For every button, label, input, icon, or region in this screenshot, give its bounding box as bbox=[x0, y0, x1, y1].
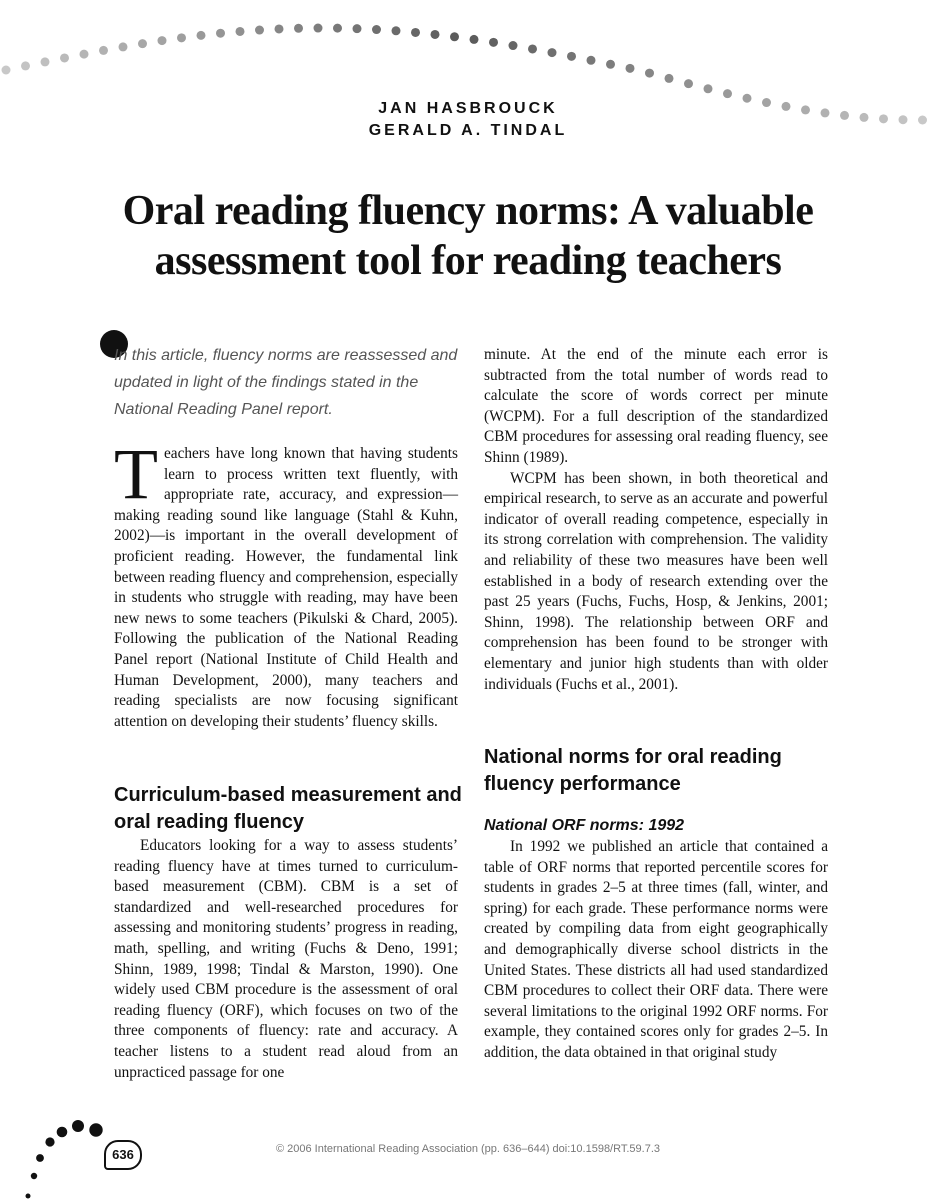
decorative-dot bbox=[645, 69, 654, 78]
intro-paragraph: eachers have long known that having students learn to process written text fluently, with appropriate rate, accuracy, and expression—making reading sound like language (Stahl & Kuhn, 2002)—is important in the overall development of proficient reading. However, the fundamental link between reading fluency and comprehension, especially in students who struggle with reading, may have been new news to some teachers (Pikulski & Chard, 2005). Following the publication of the National Reading Panel report (National Institute of Child Health and Human Development, 2000), many teachers and reading specialists are now focusing significant attention on developing their students’ fluency skills. bbox=[114, 445, 458, 730]
decorative-dot bbox=[528, 44, 537, 53]
decorative-dot bbox=[89, 1123, 102, 1136]
decorative-dot bbox=[2, 66, 11, 75]
right-column-top bbox=[484, 345, 828, 695]
decorative-dot bbox=[255, 26, 264, 35]
decorative-dot bbox=[470, 35, 479, 44]
decorative-dot bbox=[489, 38, 498, 47]
decorative-dot bbox=[294, 24, 303, 33]
right-paragraph-2: WCPM has been shown, in both theoretical and empirical research, to serve as an accurate and powerful indicator of overall reading competence, especially in its strong correlation with comprehension. The validity and reliability of these two measures have been well established in a body of research extending over the past 25 years (Fuchs, Fuchs, Hosp, & Jenkins, 2001; Shinn, 1998). The relationship between ORF and comprehension has been found to be stronger with elementary and junior high students than with older individuals (Fuchs et al., 2001). bbox=[484, 469, 828, 693]
article-title bbox=[60, 186, 876, 286]
section-heading-cbm: Curriculum-based measurement and oral reading fluency bbox=[114, 784, 462, 833]
decorative-dot bbox=[158, 36, 167, 45]
author-1: JAN HASBROUCK bbox=[378, 100, 558, 117]
decorative-dot bbox=[21, 61, 30, 70]
decorative-dot bbox=[548, 48, 557, 57]
title-line-2: assessment tool for reading teachers bbox=[154, 238, 782, 284]
author-2: GERALD A. TINDAL bbox=[368, 122, 568, 139]
decorative-dot bbox=[216, 29, 225, 38]
decorative-dot bbox=[197, 31, 206, 40]
decorative-dot bbox=[411, 28, 420, 37]
decorative-dot bbox=[60, 53, 69, 62]
page-number: 636 bbox=[104, 1140, 142, 1170]
section-heading-national-norms: National norms for oral reading fluency performance bbox=[484, 746, 782, 795]
subheading-1992-norms: National ORF norms: 1992 bbox=[484, 817, 685, 834]
cbm-paragraph: Educators looking for a way to assess students’ reading fluency have at times turned to curriculum-based measurement (CBM). CBM is a set of standardized and well-researched procedures for assessing and monitoring students’ progress in reading, math, spelling, and writing (Fuchs & Deno, 1991; Shinn, 1989, 1998; Tindal & Marston, 1990). One widely used CBM procedure is the assessment of oral reading fluency (ORF), which focuses on two of the three components of fluency: rate and accuracy. A teacher listens to a student read aloud from an unpracticed passage for one bbox=[114, 837, 458, 1081]
decorative-dot bbox=[626, 64, 635, 73]
decorative-dot bbox=[119, 42, 128, 51]
footer-citation: © 2006 International Reading Association (pp. 636–644) doi:10.1598/RT.59.7.3 bbox=[275, 1143, 660, 1155]
left-column-cbm bbox=[114, 836, 458, 1083]
right-paragraph-1: minute. At the end of the minute each error is subtracted from the total number of words read to calculate the score of words correct per minute (WCPM). For a full description of the standardized CBM procedures for assessing oral reading fluency, see Shinn (1989). bbox=[484, 346, 828, 466]
decorative-dot bbox=[684, 79, 693, 88]
decorative-dot bbox=[26, 1194, 31, 1199]
decorative-dot bbox=[177, 33, 186, 42]
decorative-dot bbox=[606, 60, 615, 69]
decorative-dot bbox=[509, 41, 518, 50]
decorative-dot bbox=[665, 74, 674, 83]
decorative-dot bbox=[587, 56, 596, 65]
abstract: In this article, fluency norms are reassessed and updated in light of the findings stated in the National Reading Panel report. bbox=[114, 347, 458, 418]
decorative-dot bbox=[36, 1154, 44, 1162]
title-line-1: Oral reading fluency norms: A valuable bbox=[122, 188, 814, 234]
decorative-dot bbox=[314, 24, 323, 33]
left-column-intro bbox=[114, 434, 458, 732]
decorative-dot bbox=[80, 50, 89, 59]
decorative-dot bbox=[72, 1120, 84, 1132]
decorative-dot bbox=[704, 84, 713, 93]
drop-cap: T bbox=[114, 434, 158, 514]
decorative-dot bbox=[41, 57, 50, 66]
decorative-dot bbox=[138, 39, 147, 48]
decorative-dot bbox=[431, 30, 440, 39]
decorative-dot bbox=[31, 1173, 37, 1179]
decorative-dot bbox=[392, 26, 401, 35]
decorative-dot bbox=[275, 24, 284, 33]
decorative-dot bbox=[236, 27, 245, 36]
decorative-dot bbox=[57, 1127, 68, 1138]
right-column-bottom bbox=[484, 837, 828, 1064]
decorative-dot bbox=[333, 24, 342, 33]
right-paragraph-3: In 1992 we published an article that contained a table of ORF norms that reported percentile scores for students in grades 2–5 at three times (fall, winter, and spring) for each grade. These performance norms were created by compiling data from eight geographically and demographically diverse school districts in the United States. These districts all had used standardized CBM procedures to collect their ORF data. There were several limitations to the original 1992 ORF norms. For example, they contained scores only for grades 2–5. In addition, the data obtained in that original study bbox=[484, 838, 828, 1061]
decorative-dot bbox=[450, 32, 459, 41]
decorative-dot bbox=[723, 89, 732, 98]
decorative-dot bbox=[99, 46, 108, 55]
decorative-dot bbox=[353, 24, 362, 33]
decorative-dot bbox=[567, 52, 576, 61]
decorative-dot bbox=[372, 25, 381, 34]
